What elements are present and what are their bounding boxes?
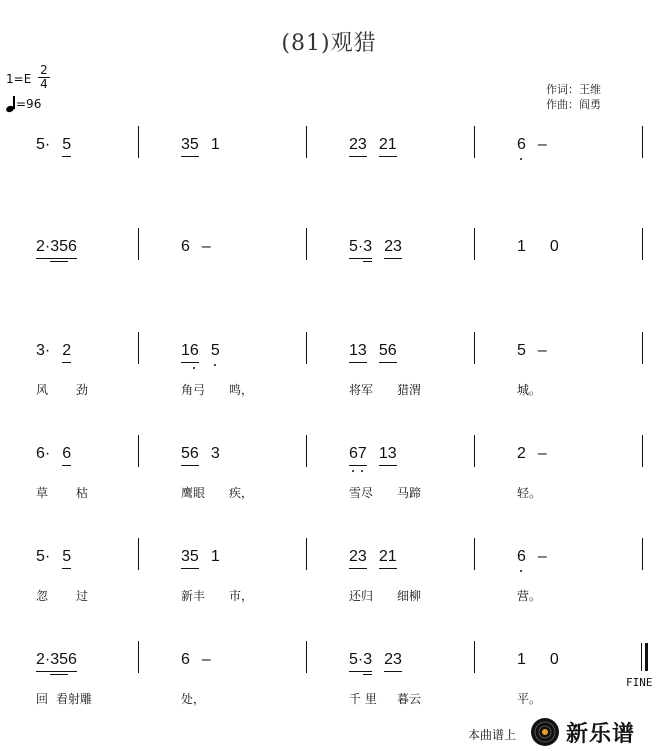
measure [349,651,402,669]
note: 3 [357,548,367,565]
barline [138,538,139,570]
barline [474,435,475,467]
measure [36,342,71,360]
measure [181,548,220,566]
barline [138,332,139,364]
note-spacer [50,136,62,154]
lyric-word: 雪尽 [349,486,374,500]
note-spacer [372,238,384,256]
note: 5 [517,342,526,359]
note-spacer [50,342,62,360]
note: 5 [59,238,69,255]
note: 3 [363,651,373,668]
note-spacer [367,445,379,463]
tempo-value: =96 [16,97,42,111]
note: 6 [517,548,526,566]
note: 1 [378,445,388,462]
note-spacer [367,548,379,566]
measure [36,136,71,154]
note: 6 [517,136,526,154]
lyric-word: 暮云 [397,692,422,706]
measure [181,445,220,463]
note: 3 [393,651,402,668]
lyric-word: 看射雕 [56,692,93,706]
lower-octave-dot [361,470,363,472]
barline [306,435,307,467]
note: 1 [517,651,526,668]
barline [474,538,475,570]
barline [306,228,307,260]
note-spacer [199,136,211,154]
note-spacer [526,136,538,154]
note: 2 [384,238,394,255]
note: 5 [189,136,199,153]
lyric-word: 风 [36,383,49,397]
barline [642,332,643,364]
note-spacer [199,445,211,463]
note: 3 [357,342,367,359]
dash-extension: – [537,342,547,359]
measure [349,342,397,360]
lyric-word: 还归 [349,589,374,603]
measure [517,548,547,566]
measure [36,445,71,463]
lyric-word: 鸣， [229,383,254,397]
measure [349,445,397,463]
lyric-word: 市， [229,589,254,603]
note: 5 [189,548,199,565]
final-barline-thick [645,643,648,671]
key-signature: 1=E [6,72,32,86]
measure [517,651,559,669]
footer-note: 本曲谱上 [468,728,517,742]
lyric-word: 马蹄 [397,486,422,500]
note: 2 [349,548,358,565]
note-spacer [367,342,379,360]
lyric-word: 将军 [349,383,374,397]
augmentation-dot: · [44,136,51,153]
note: 3 [50,238,60,255]
note: 6 [181,651,190,668]
note: 3 [50,651,60,668]
lyric-word: 平。 [517,692,542,706]
barline [138,126,139,158]
dash-extension: – [201,238,211,255]
measure [181,136,220,154]
note-spacer [526,342,538,360]
note-spacer [526,651,550,669]
lyric-word: 疾， [229,486,254,500]
measure [517,445,547,463]
note: 2 [349,136,358,153]
barline [306,126,307,158]
note: 2 [36,238,45,255]
final-barline-thin [641,643,642,671]
augmentation-dot: · [44,651,51,668]
vinyl-record-icon [530,717,560,747]
note: 2 [378,136,388,153]
note: 2 [517,445,526,462]
brand-logo-text: 新乐谱 [566,722,636,747]
lyric-word: 新丰 [181,589,206,603]
barline [474,332,475,364]
dash-extension: – [537,445,547,462]
note-spacer [199,342,211,360]
augmentation-dot: · [44,342,51,359]
note: 2 [384,651,394,668]
measure [349,136,397,154]
note: 3 [357,136,367,153]
note: 7 [358,445,367,463]
lyric-word: 忽 [36,589,49,603]
note: 0 [549,651,559,668]
lyric-word: 草 [36,486,49,500]
barline [138,435,139,467]
note: 3 [181,548,190,565]
note: 6 [68,238,77,255]
note: 6 [181,238,190,255]
lyric-word: 枯 [76,486,89,500]
lyric-word: 角弓 [181,383,206,397]
measure [36,548,71,566]
measure [181,651,211,669]
lyric-word: 处， [181,692,206,706]
lyricist-credit: 作词：王维 [546,83,601,96]
note-spacer [190,651,202,669]
lyric-word: 城。 [517,383,542,397]
lower-octave-dot [520,570,522,572]
composer-credit: 作曲：阎勇 [546,98,601,111]
dash-extension: – [201,651,211,668]
note: 1 [387,136,397,153]
lower-octave-dot [520,158,522,160]
augmentation-dot: · [44,445,51,462]
note: 2 [36,651,45,668]
dash-extension: – [537,548,547,565]
note: 1 [517,238,526,255]
augmentation-dot: · [44,238,51,255]
note: 6 [68,651,77,668]
note: 1 [210,136,220,153]
note: 3 [181,136,190,153]
note: 3 [393,238,402,255]
note: 3 [363,238,373,255]
lyric-word: 回 [36,692,49,706]
note: 5 [36,548,45,565]
lyric-word: 轻。 [517,486,542,500]
lyric-word: 劲 [76,383,89,397]
note: 6 [349,445,358,463]
measure [181,238,211,256]
note: 0 [549,238,559,255]
note: 3 [36,342,45,359]
note-spacer [50,548,62,566]
barline [306,641,307,673]
note: 6 [387,342,397,359]
note: 2 [378,548,388,565]
song-title: (81)观猎 [281,31,377,56]
note: 5 [36,136,45,153]
lyric-word: 千 里 [349,692,377,706]
measure [349,238,402,256]
lyric-word: 营。 [517,589,542,603]
note: 1 [210,548,220,565]
note: 1 [387,548,397,565]
measure [349,548,397,566]
time-signature-top: 2 [40,63,48,77]
note-spacer [199,548,211,566]
time-signature [38,64,50,91]
lyric-word: 过 [76,589,89,603]
note-spacer [367,136,379,154]
note: 5 [62,548,72,565]
note: 5 [181,445,190,462]
barline [138,228,139,260]
credits [546,82,601,112]
barline [642,538,643,570]
lower-octave-dot [214,364,216,366]
note: 1 [181,342,190,359]
note: 2 [62,342,72,359]
note-spacer [190,238,202,256]
barline [642,126,643,158]
barline [474,228,475,260]
note: 6 [190,342,199,360]
note: 6 [189,445,199,462]
tempo-marking [6,96,41,112]
note-spacer [372,651,384,669]
measure [517,238,559,256]
quarter-note-icon [6,96,16,112]
augmentation-dot: · [357,238,364,255]
note: 5 [349,238,358,255]
note: 3 [387,445,397,462]
measure [181,342,220,360]
note-spacer [526,548,538,566]
note: 5 [349,651,358,668]
fine-marking: FINE [626,676,653,689]
dash-extension: – [537,136,547,153]
note: 5 [378,342,388,359]
barline [474,641,475,673]
lower-octave-dot [352,470,354,472]
note: 1 [349,342,358,359]
note: 5 [211,342,220,360]
lower-octave-dot [193,367,195,369]
note: 5 [59,651,69,668]
barline [306,538,307,570]
lyric-word: 鹰眼 [181,486,206,500]
barline [306,332,307,364]
measure [36,651,77,669]
note: 5 [62,136,72,153]
measure [517,136,547,154]
note: 3 [210,445,220,462]
note-spacer [50,445,62,463]
barline [642,228,643,260]
augmentation-dot: · [44,548,51,565]
note-spacer [526,445,538,463]
measure [517,342,547,360]
lyric-word: 细柳 [397,589,422,603]
note: 6 [36,445,45,462]
barline [138,641,139,673]
barline [642,435,643,467]
augmentation-dot: · [357,651,364,668]
note: 6 [62,445,72,462]
barline [474,126,475,158]
lyric-word: 猎渭 [397,383,422,397]
time-signature-bottom: 4 [40,77,48,91]
note-spacer [526,238,550,256]
measure [36,238,77,256]
